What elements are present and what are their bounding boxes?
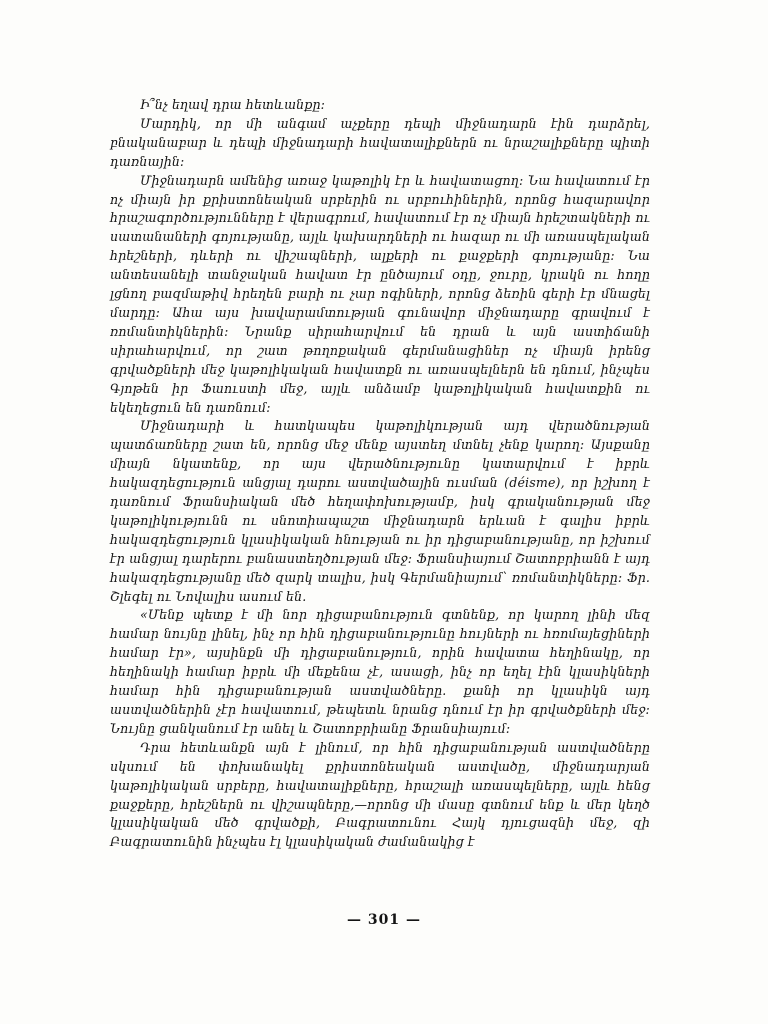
paragraph: «Մենք պետք է մի նոր դիցաբանություն գտնենք, որ կարող լինի մեզ համար նույնը լինել, ինչ որ հին դիցաբանությունը հույների ու հռոմայեցիների համար էր», այսինքն մի դիցաբանություն, որին հավատա հեղինակը, որ հեղինակի համար իբրև մի մեքենա չէ, ասացի, ինչ որ եղել էին կլասիկների համար հին դիցաբանության աստվածները. քանի որ կլասիկն այդ աստվածներին չէր հավատում, թեպետև նրանց դնում էր իր գրվածքների մեջ։ Նույնը ցանկանում էր անել և Շատոբրիանը Ֆրանսիայում։: [110, 607, 650, 736]
body-text: [110, 96, 650, 852]
paragraph: Միջնադարն ամենից առաջ կաթոլիկ էր և հավատացող։ Նա հավատում էր ոչ միայն իր քրիստոնեական սրբերին ու սրբուհիներին, որոնց հազարավոր հրաշագործությունները է վերագրում, հավատում էր ոչ միայն հրեշտակների ու սատանաների գոյությանը, այլև կախարդների ու հազար ու մի առասպելական հրեշների, դևերի ու վիշապների, ալքերի ու քաջքերի գոյությանը։ Նա անտեսանելի տանջական հավատ էր ընծայում օդը, ջուրը, կրակն ու հողը լցնող բազմաթիվ հրեղեն բարի ու չար ոգիների, որոնց ձեռին գերի էր մնացել մարդը։ Ահա այս խավարամտության գունավոր միջնադարը գրավում է ռոմանտիկներին։ Նրանք սիրահարվում են դրան և այն աստիճանի սիրահարվում, որ շատ թողոքական գերմանացիներ ոչ միայն իրենց գրվածքների մեջ կաթոլիկական հավատքն ու առասպելներն են դնում, ինչպես Գյոթեն իր Ֆաուստի մեջ, այլև անձամբ կաթոլիկական հավատքին ու եկեղեցուն են դառնում։: [110, 172, 650, 415]
paragraph: Մարդիկ, որ մի անգամ աչքերը դեպի միջնադարն էին դարձրել, բնականաբար և դեպի միջնադարի հավատալիքներն ու նրաշալիքները պիտի դառնային։: [110, 115, 650, 169]
page-number: — 301 —: [347, 912, 421, 928]
paragraph: Դրա հետևանքն այն է լինում, որ հին դիցաբանության աստվածները սկսում են փոխանակել քրիստոնեական աստվածը, միջնադարյան կաթոլիկական սրբերը, հավատալիքները, հրաշալի առասպելները, այլև հենց քաջքերը, հրեշներն ու վիշապները,—որոնց մի մասը գտնում ենք և մեր կեղծ կլասիկական մեծ գրվածքի, Բագրատունու Հայկ դյուցազնի մեջ, զի Բագրատունին ինչպես էլ կլասիկական ժամանակից է: [110, 739, 650, 850]
paragraph: Ի՞նչ եղավ դրա հետևանքը։: [140, 97, 326, 112]
paragraph: Միջնադարի և հատկապես կաթոլիկության այդ վերածնության պատճառները շատ են, որոնց մեջ մենք այստեղ մտնել չենք կարող։ Այսքանը միայն նկատենք, որ այս վերածնությունը կատարվում է իբրև հակազդեցություն անցյալ դարու աստվածային ուսման (déisme), որ իշխող է դառնում Ֆրանսիական մեծ հեղափոխությամբ, իսկ գրականության մեջ կաթոլիկությունն ու սնոտիապաշտ միջնադարն երևան է գալիս իբրև հակազդեցություն կլասիկական հնության ու իր դիցաբանությանը, որ իշխում էր անցյալ դարերու բանաստեղծության մեջ։ Ֆրանսիայում Շատոբրիանն է այդ հակազդեցությանը մեծ զարկ տալիս, իսկ Գերմանիայում՝ ռոմանտիկները։ Ֆր. Շլեգել ու Նովալիս ասում են.: [110, 418, 650, 604]
